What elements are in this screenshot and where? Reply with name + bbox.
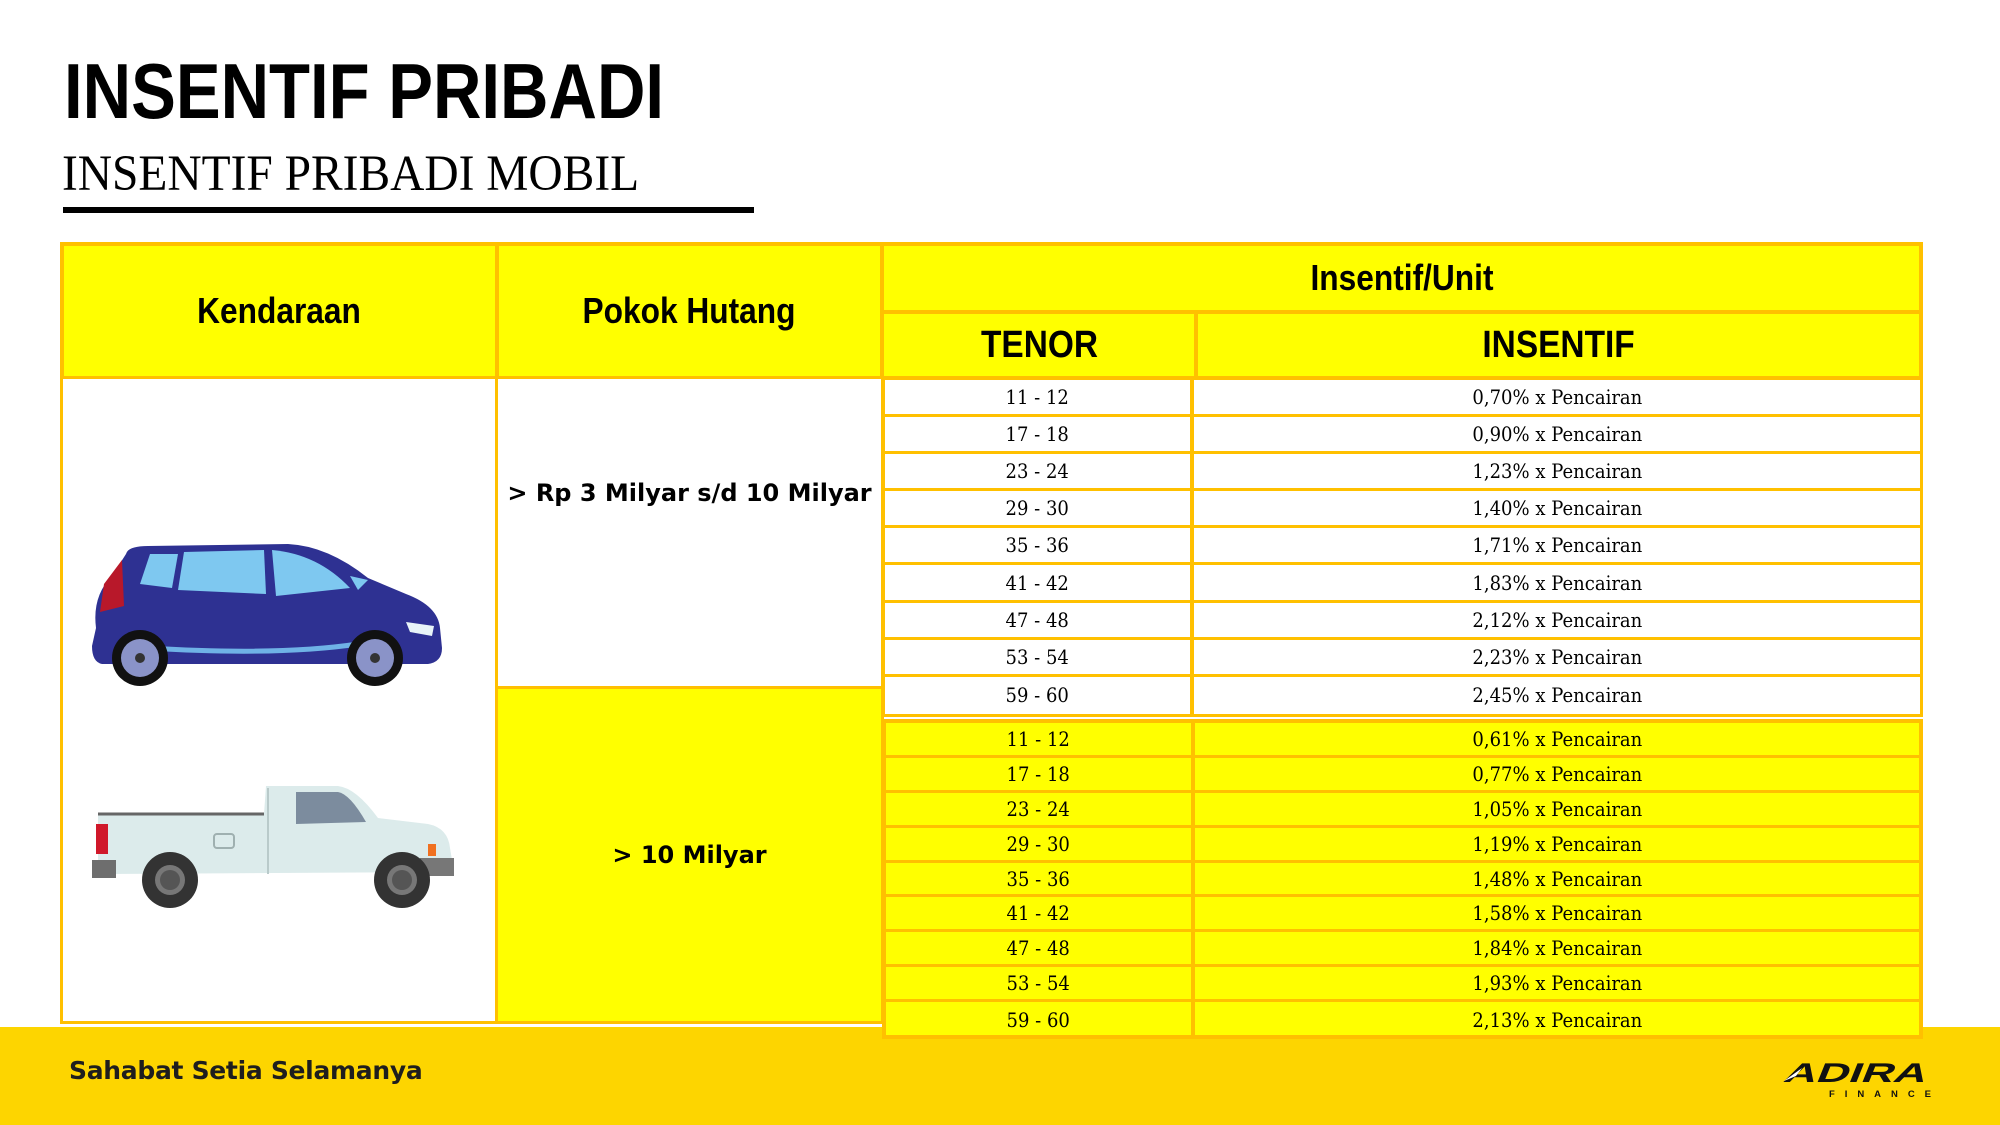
header-insentif-label: INSENTIF — [1482, 323, 1635, 366]
tenor-cell: 35 - 36 — [885, 528, 1194, 562]
pokok-hutang-cell-group-1 — [495, 376, 884, 690]
pokok-hutang-value-1: > Rp 3 Milyar s/d 10 Milyar — [507, 479, 872, 507]
rate-table-group-1 — [882, 377, 1923, 717]
insentif-cell: 2,45% x Pencairan — [1472, 683, 1642, 708]
tenor-cell: 41 - 42 — [885, 565, 1194, 599]
header-tenor — [880, 310, 1198, 380]
header-kendaraan — [60, 242, 499, 380]
page-title: INSENTIF PRIBADI — [64, 47, 665, 135]
insentif-cell: 1,83% x Pencairan — [1472, 570, 1642, 595]
tenor-cell: 35 - 36 — [886, 863, 1195, 895]
pokok-hutang-value-2: > 10 Milyar — [612, 841, 767, 869]
tenor-cell: 11 - 12 — [886, 723, 1195, 755]
header-insentif-unit-label: Insentif/Unit — [1309, 257, 1494, 298]
insentif-cell: 1,71% x Pencairan — [1472, 533, 1642, 558]
tenor-cell: 53 - 54 — [885, 640, 1194, 674]
table-row — [885, 603, 1920, 640]
insentif-cell: 0,61% x Pencairan — [1472, 726, 1642, 751]
table-row — [885, 640, 1920, 677]
table-row — [885, 380, 1920, 417]
hatchback-car-icon — [88, 536, 450, 688]
insentif-cell: 2,12% x Pencairan — [1472, 607, 1642, 632]
tenor-cell: 53 - 54 — [886, 967, 1195, 999]
insentif-cell: 0,90% x Pencairan — [1472, 422, 1642, 447]
header-pokok-hutang-label: Pokok Hutang — [583, 290, 796, 331]
svg-text:ADIRA: ADIRA — [1779, 1058, 1878, 1088]
pokok-hutang-cell-group-2 — [495, 686, 884, 1024]
header-insentif-unit — [880, 242, 1923, 314]
kendaraan-cell — [60, 376, 499, 1024]
insentif-cell: 1,23% x Pencairan — [1472, 459, 1642, 484]
tenor-cell: 23 - 24 — [886, 793, 1195, 825]
tenor-cell: 59 - 60 — [885, 677, 1194, 714]
header-tenor-label: TENOR — [980, 323, 1098, 366]
tenor-cell: 23 - 24 — [885, 454, 1194, 488]
insentif-cell: 1,58% x Pencairan — [1472, 901, 1642, 926]
insentif-cell: 1,05% x Pencairan — [1472, 796, 1642, 821]
insentif-cell: 2,13% x Pencairan — [1472, 1007, 1642, 1032]
insentif-cell: 1,19% x Pencairan — [1472, 831, 1642, 856]
header-kendaraan-label: Kendaraan — [197, 290, 362, 331]
insentif-cell: 1,48% x Pencairan — [1472, 866, 1642, 891]
adira-finance-logo — [1778, 1058, 1938, 1100]
footer-tagline: Sahabat Setia Selamanya — [69, 1056, 423, 1085]
tenor-cell: 47 - 48 — [885, 603, 1194, 637]
table-row — [886, 793, 1919, 828]
insentif-cell: 1,93% x Pencairan — [1472, 971, 1642, 996]
tenor-cell: 29 - 30 — [885, 491, 1194, 525]
table-row — [885, 491, 1920, 528]
adira-logo-icon — [1778, 1058, 1938, 1100]
table-row — [886, 932, 1919, 967]
insentif-cell: 0,77% x Pencairan — [1472, 761, 1642, 786]
insentif-cell: 2,23% x Pencairan — [1472, 644, 1642, 669]
table-row — [886, 1002, 1919, 1037]
svg-text:FINANCE: FINANCE — [1829, 1089, 1931, 1100]
insentif-cell: 1,84% x Pencairan — [1472, 936, 1642, 961]
tenor-cell: 59 - 60 — [886, 1002, 1195, 1037]
subtitle-underline — [63, 207, 754, 213]
pickup-truck-icon — [88, 782, 460, 910]
tenor-cell: 17 - 18 — [886, 758, 1195, 790]
table-row — [885, 677, 1920, 714]
table-row — [885, 417, 1920, 454]
page-subtitle: INSENTIF PRIBADI MOBIL — [62, 146, 640, 202]
tenor-cell: 29 - 30 — [886, 828, 1195, 860]
header-insentif — [1194, 310, 1923, 380]
table-row — [886, 967, 1919, 1002]
tenor-cell: 17 - 18 — [885, 417, 1194, 451]
tenor-cell: 41 - 42 — [886, 897, 1195, 929]
table-row — [885, 565, 1920, 602]
tenor-cell: 47 - 48 — [886, 932, 1195, 964]
table-row — [886, 758, 1919, 793]
table-row — [885, 454, 1920, 491]
tenor-cell: 11 - 12 — [885, 380, 1194, 414]
table-row — [886, 863, 1919, 898]
insentif-cell: 1,40% x Pencairan — [1472, 496, 1642, 521]
insentif-cell: 0,70% x Pencairan — [1472, 385, 1642, 410]
rate-table-group-2 — [882, 719, 1923, 1039]
table-row — [886, 723, 1919, 758]
table-row — [886, 828, 1919, 863]
table-row — [886, 897, 1919, 932]
table-row — [885, 528, 1920, 565]
header-pokok-hutang — [495, 242, 884, 380]
